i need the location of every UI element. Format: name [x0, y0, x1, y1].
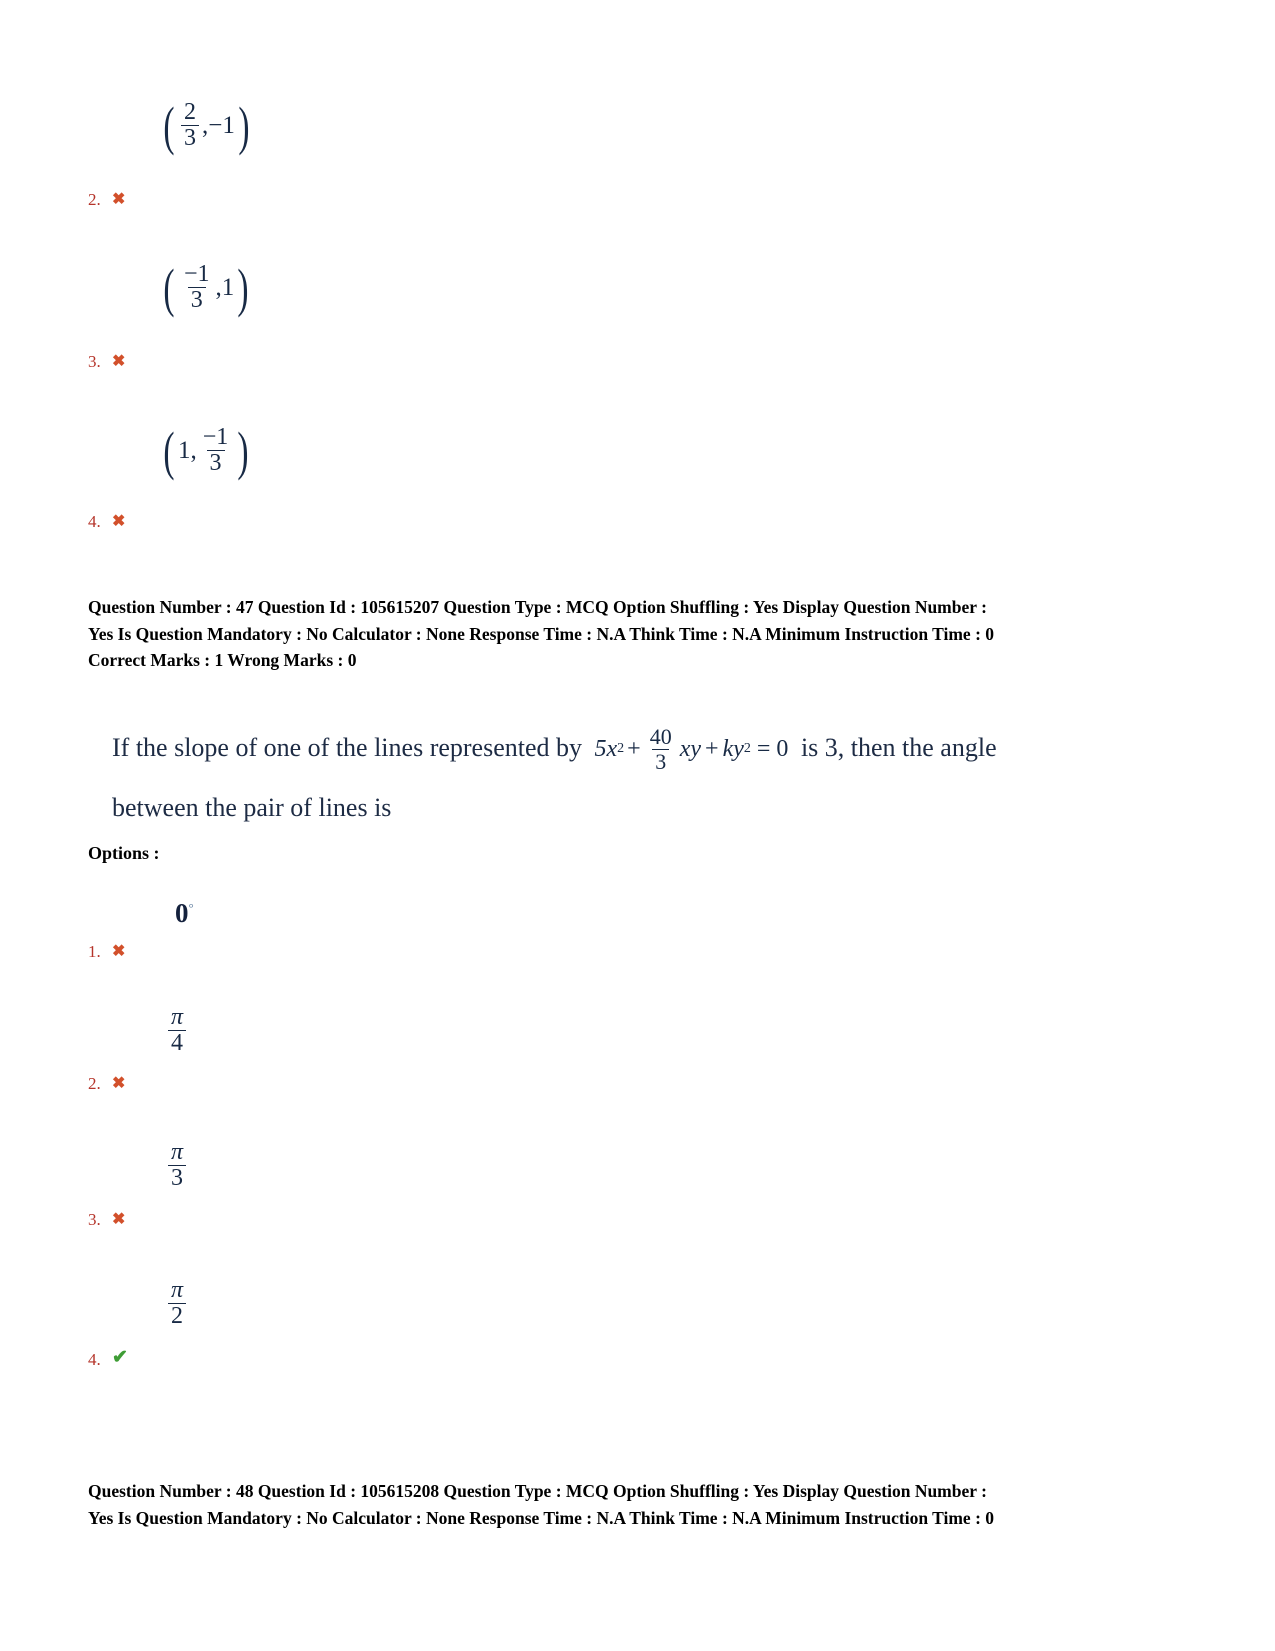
- option-number: 3.: [88, 1210, 101, 1229]
- fraction: [647, 725, 675, 772]
- wrong-answer-icon: ✖: [112, 1075, 126, 1092]
- option-number: 1.: [88, 942, 101, 961]
- right-paren-icon: ): [237, 420, 249, 481]
- option-math-expression: [165, 1140, 189, 1191]
- option-x-value: 1: [177, 436, 191, 464]
- fraction-numerator: π: [171, 1139, 184, 1165]
- metadata-line: Question Number : 48 Question Id : 105615208 Question Type : MCQ Option Shuffling : Yes Display Question Number :: [88, 1481, 987, 1501]
- option-math-expression: [165, 1005, 189, 1056]
- wrong-answer-icon: ✖: [112, 943, 126, 960]
- question-48-metadata: [88, 1478, 1138, 1531]
- metadata-line: Yes Is Question Mandatory : No Calculator : None Response Time : N.A Think Time : N.A Minimum Instruction Time : 0: [88, 623, 995, 644]
- fraction-denominator: 3: [181, 125, 199, 151]
- option-y-value: 1: [221, 273, 235, 301]
- fraction-numerator: π: [171, 1004, 184, 1030]
- degree-symbol: °: [188, 900, 194, 915]
- question-47-metadata: [88, 594, 1138, 674]
- comma-separator: ,: [215, 273, 222, 301]
- equation-term: 5x: [594, 736, 618, 762]
- wrong-answer-icon: ✖: [112, 353, 126, 370]
- fraction: [181, 100, 199, 151]
- stem-text-tail: is 3, then the angle: [800, 733, 997, 762]
- fraction: [200, 425, 232, 476]
- metadata-line: Yes Is Question Mandatory : No Calculator : None Response Time : N.A Think Time : N.A Minimum Instruction Time : 0: [88, 1507, 995, 1528]
- wrong-answer-icon: ✖: [112, 513, 126, 530]
- correct-answer-icon: ✔: [112, 1347, 128, 1368]
- fraction-numerator: π: [171, 1277, 184, 1303]
- left-paren-icon: (: [163, 420, 175, 481]
- right-paren-icon: ): [238, 95, 250, 156]
- fraction-numerator: −1: [183, 261, 210, 287]
- fraction-denominator: 3: [207, 450, 225, 476]
- stem-text-lead: If the slope of one of the lines represented by: [112, 733, 583, 762]
- stem-equation: [595, 725, 789, 772]
- option-math-expression: [175, 898, 194, 929]
- option-math-expression: [165, 1278, 189, 1329]
- option-number: 2.: [88, 1074, 101, 1093]
- wrong-answer-icon: ✖: [112, 1211, 126, 1228]
- options-label: Options :: [88, 843, 160, 863]
- left-paren-icon: (: [163, 257, 175, 318]
- option-number: 4.: [88, 1350, 101, 1369]
- fraction-numerator: 40: [649, 724, 672, 750]
- left-paren-icon: (: [163, 95, 175, 156]
- equation-operator: +: [705, 736, 719, 762]
- equation-equals: = 0: [756, 736, 789, 762]
- option-math-expression: [160, 257, 252, 318]
- option-value: 0: [175, 898, 189, 928]
- right-paren-icon: ): [237, 257, 249, 318]
- fraction-denominator: 3: [652, 749, 669, 773]
- fraction-denominator: 3: [188, 287, 206, 313]
- fraction-numerator: −1: [202, 424, 229, 450]
- option-y-value: −1: [208, 111, 235, 139]
- question-47-stem: [112, 725, 1122, 830]
- fraction: [168, 1005, 186, 1056]
- fraction-numerator: 2: [183, 99, 196, 125]
- option-number: 4.: [88, 512, 101, 531]
- option-math-expression: [160, 95, 253, 156]
- comma-separator: ,: [201, 111, 209, 139]
- fraction: [168, 1140, 186, 1191]
- fraction-denominator: 2: [168, 1303, 186, 1329]
- option-number: 2.: [88, 190, 101, 209]
- equation-exponent: 2: [743, 740, 751, 756]
- fraction-denominator: 4: [168, 1030, 186, 1056]
- fraction: [181, 262, 213, 313]
- fraction-denominator: 3: [168, 1165, 186, 1191]
- comma-separator: ,: [190, 436, 197, 464]
- metadata-line: Question Number : 47 Question Id : 105615207 Question Type : MCQ Option Shuffling : Yes Display Question Number :: [88, 597, 987, 617]
- metadata-line: Correct Marks : 1 Wrong Marks : 0: [88, 650, 357, 671]
- wrong-answer-icon: ✖: [112, 191, 126, 208]
- fraction: [168, 1278, 186, 1329]
- equation-term: ky: [722, 736, 744, 762]
- option-math-expression: [160, 420, 252, 481]
- equation-exponent: 2: [617, 740, 625, 756]
- stem-text-line2: between the pair of lines is: [112, 792, 392, 822]
- option-number: 3.: [88, 352, 101, 371]
- equation-term: xy: [679, 736, 702, 762]
- equation-operator: +: [627, 736, 641, 762]
